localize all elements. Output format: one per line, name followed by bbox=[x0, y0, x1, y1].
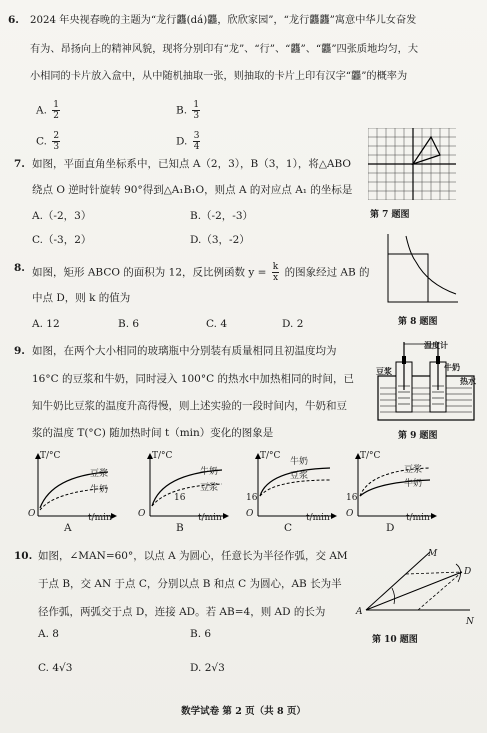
q9-thermometer-label: 温度计 bbox=[424, 340, 448, 350]
q10-point-m: M bbox=[428, 549, 438, 559]
q9-graph-a-origin: O bbox=[28, 509, 36, 519]
q9-graph-c-xaxis: t/min bbox=[306, 513, 330, 523]
q7-option-b: B.（-2，-3） bbox=[190, 210, 254, 222]
q6-option-a: A. $\frac{1}{2}$ bbox=[36, 100, 59, 121]
q8-option-d: D. 2 bbox=[282, 318, 304, 330]
q10-line3: 径作弧，两弧交于点 D，连接 AD。若 AB=4，则 AD 的长为 bbox=[38, 606, 326, 618]
q10-option-d: D. 2√3 bbox=[190, 662, 225, 674]
q6-line1: 2024 年央视春晚的主题为“龙行龘(dá)龘，欣欣家园”，“龙行龘龘”寓意中华儿女奋发 bbox=[30, 15, 417, 26]
q6-option-d: D. $\frac{3}{4}$ bbox=[176, 131, 200, 152]
q9-graph-a-yaxis: T/°C bbox=[40, 451, 61, 461]
q6-number: 6. bbox=[8, 14, 19, 26]
q9-soy-label: 豆浆 bbox=[376, 366, 392, 376]
q10-line1: 如图，∠MAN=60°，以点 A 为圆心，任意长为半径作弧，交 AM bbox=[38, 550, 348, 562]
q9-graph-d bbox=[358, 454, 436, 516]
q7-caption: 第 7 题图 bbox=[370, 210, 410, 220]
q9-hot-water-label: 热水 bbox=[460, 376, 476, 386]
q9-graph-b-yaxis: T/°C bbox=[152, 451, 173, 461]
q6-line3: 小相同的卡片放入盒中，从中随机抽取一张，则抽取的卡片上印有汉字“龘”的概率为 bbox=[30, 71, 408, 82]
q9-line3: 知牛奶比豆浆的温度升高得慢，则上述实验的一段时间内，牛奶和豆 bbox=[32, 400, 347, 412]
q9-graph-a-milk: 牛奶 bbox=[90, 485, 109, 495]
q7-option-c: C.（-3，2） bbox=[32, 234, 92, 246]
q9-graph-c-milk: 牛奶 bbox=[290, 457, 309, 467]
q9-graph-d-origin: O bbox=[346, 509, 354, 519]
q10-point-n: N bbox=[466, 617, 474, 627]
q8-fraction: $\frac{k}{x}$ bbox=[272, 262, 279, 283]
q8-caption: 第 8 题图 bbox=[398, 317, 438, 327]
q9-milk-label: 牛奶 bbox=[444, 362, 460, 372]
q7-line2: 绕点 O 逆时针旋转 90°得到△A₁B₁O，则点 A 的对应点 A₁ 的坐标是 bbox=[32, 184, 353, 196]
q9-graph-b-origin: O bbox=[138, 509, 146, 519]
q10-option-c: C. 4√3 bbox=[38, 662, 73, 674]
q9-graph-d-16: 16 bbox=[346, 493, 358, 503]
q9-graph-c-16: 16 bbox=[246, 493, 258, 503]
q10-figure bbox=[352, 548, 482, 638]
q6-option-b: B. $\frac{1}{3}$ bbox=[176, 100, 200, 121]
q9-graph-d-yaxis: T/°C bbox=[360, 451, 381, 461]
q7-option-d: D.（3，-2） bbox=[190, 234, 250, 246]
q9-line2: 16°C 的豆浆和牛奶，同时浸入 100°C 的热水中加热相同的时间，已 bbox=[32, 373, 354, 385]
q9-line1: 如图，在两个大小相同的玻璃瓶中分别装有质量相同且初温度均为 bbox=[32, 345, 337, 357]
q9-graph-c-origin: O bbox=[246, 509, 254, 519]
q9-graph-d-xaxis: t/min bbox=[406, 513, 430, 523]
q6-option-c: C. $\frac{2}{3}$ bbox=[36, 131, 60, 152]
q8-line2: 中点 D，则 k 的值为 bbox=[32, 292, 131, 304]
q10-caption: 第 10 题图 bbox=[372, 635, 418, 645]
q9-graph-b-16: 16 bbox=[174, 493, 186, 503]
q9-graph-c-yaxis: T/°C bbox=[260, 451, 281, 461]
q9-graph-a-soy: 豆浆 bbox=[90, 469, 109, 479]
q7-number: 7. bbox=[14, 158, 25, 170]
q8-number: 8. bbox=[14, 262, 25, 274]
q10-number: 10. bbox=[14, 550, 33, 562]
q9-graph-b-milk: 牛奶 bbox=[200, 467, 219, 477]
q9-option-a-label: A bbox=[64, 522, 72, 534]
q9-graph-a-xaxis: t/min bbox=[88, 513, 112, 523]
q8-option-c: C. 4 bbox=[206, 318, 228, 330]
q7-grid-figure bbox=[368, 128, 456, 200]
q9-number: 9. bbox=[14, 345, 25, 357]
q10-point-d: D bbox=[464, 567, 472, 577]
q9-graph-d-soy: 豆浆 bbox=[404, 465, 423, 475]
q9-graph-c-soy: 豆浆 bbox=[290, 471, 309, 481]
q10-option-a: A. 8 bbox=[38, 628, 59, 640]
q9-graph-d-milk: 牛奶 bbox=[404, 479, 423, 489]
q9-option-b-label: B bbox=[176, 522, 184, 534]
q9-option-d-label: D bbox=[386, 522, 395, 534]
q9-line4: 浆的温度 T(°C) 随加热时间 t（min）变化的图象是 bbox=[32, 427, 274, 439]
q9-caption: 第 9 题图 bbox=[398, 431, 438, 441]
q7-option-a: A.（-2，3） bbox=[32, 210, 92, 222]
q8-option-b: B. 6 bbox=[118, 318, 140, 330]
q6-line2: 有为、昂扬向上的精神风貌，现将分别印有“龙”、“行”、“龘”、“龘”四张质地均匀，大 bbox=[30, 44, 419, 55]
q6-option-a-fraction: $\frac{1}{2}$ bbox=[53, 100, 59, 121]
page-footer: 数学试卷 第 2 页（共 8 页） bbox=[181, 706, 306, 717]
q9-option-c-label: C bbox=[284, 522, 293, 534]
q8-option-a: A. 12 bbox=[32, 318, 60, 330]
q6-option-b-fraction: $\frac{1}{3}$ bbox=[193, 100, 200, 121]
q6-option-d-fraction: $\frac{3}{4}$ bbox=[193, 131, 200, 152]
q10-line2: 于点 B，交 AN 于点 C，分别以点 B 和点 C 为圆心，AB 长为半 bbox=[38, 578, 342, 590]
q9-graph-b-xaxis: t/min bbox=[198, 513, 222, 523]
q8-line1: 如图，矩形 ABCO 的面积为 12，反比例函数 y = $\frac{k}{x}$ 的图象经过 AB 的 bbox=[32, 262, 370, 283]
q9-graph-b-soy: 豆浆 bbox=[200, 483, 219, 493]
q10-option-b: B. 6 bbox=[190, 628, 212, 640]
q10-point-a: A bbox=[356, 607, 363, 617]
q6-option-c-fraction: $\frac{2}{3}$ bbox=[53, 131, 60, 152]
q7-line1: 如图，平面直角坐标系中，已知点 A（2，3），B（3，1），将△ABO bbox=[32, 158, 352, 170]
q8-figure bbox=[380, 232, 460, 310]
